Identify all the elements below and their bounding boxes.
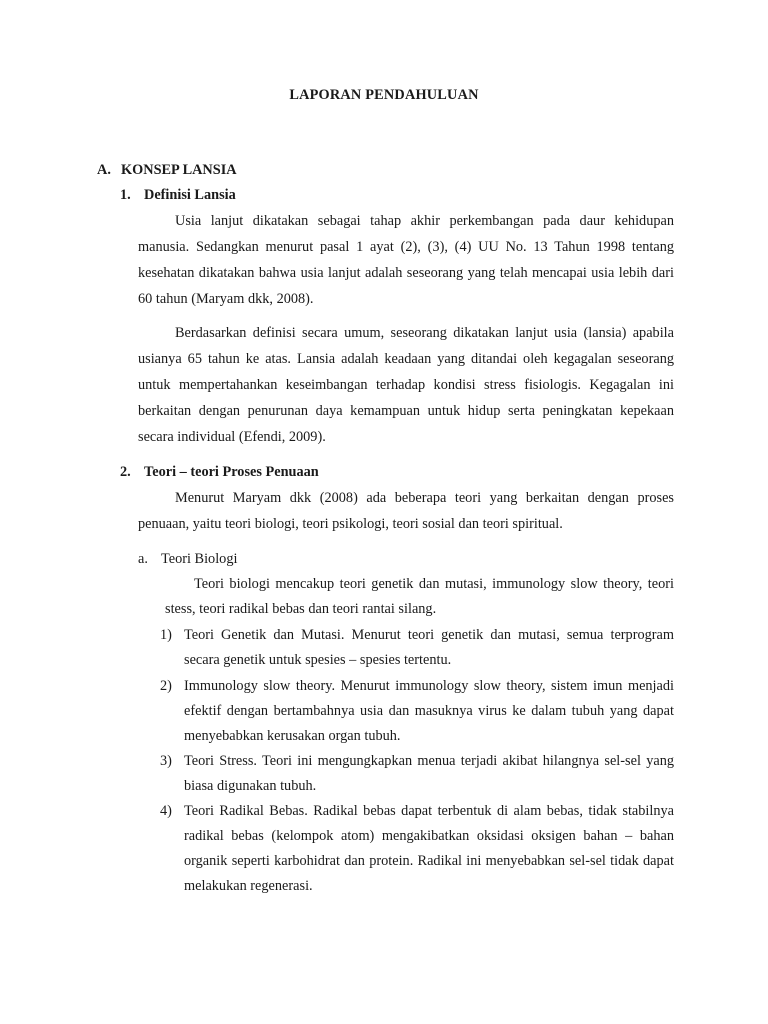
list-item — [160, 623, 674, 673]
subsection-1-title: Definisi Lansia — [144, 187, 236, 203]
list-item-number: 3) — [160, 753, 172, 769]
subsection-a-title: Teori Biologi — [161, 551, 238, 567]
list-item-text: Teori Stress. Teori ini mengungkapkan menua terjadi akibat hilangnya sel-sel yang biasa digunakan tubuh. — [184, 753, 674, 794]
section-a-heading — [97, 162, 237, 179]
section-a-title: KONSEP LANSIA — [121, 162, 237, 178]
subsection-1-marker: 1. — [120, 187, 131, 203]
definisi-paragraph-1: Usia lanjut dikatakan sebagai tahap akhir perkembangan pada daur kehidupan manusia. Sedangkan menurut pasal 1 ayat (2), (3), (4) UU No. 13 Tahun 1998 tentang kesehatan dikatakan bahwa usia lanjut adalah seseorang yang telah mencapai usia lebih dari 60 tahun (Maryam dkk, 2008). — [138, 213, 674, 307]
list-item-text: Immunology slow theory. Menurut immunology slow theory, sistem imun menjadi efektif dengan bertambahnya usia dan masuknya virus ke dalam tubuh yang dapat menyebabkan kerusakan organ tubuh. — [184, 678, 674, 744]
subsection-a-marker: a. — [138, 551, 148, 567]
list-item — [160, 674, 674, 749]
subsection-a-heading — [138, 551, 237, 568]
list-item-text: Teori Genetik dan Mutasi. Menurut teori genetik dan mutasi, semua terprogram secara genetik untuk spesies – spesies tertentu. — [184, 627, 674, 668]
teori-paragraph-1: Menurut Maryam dkk (2008) ada beberapa teori yang berkaitan dengan proses penuaan, yaitu teori biologi, teori psikologi, teori sosial dan teori spiritual. — [138, 490, 674, 532]
list-item — [160, 749, 674, 799]
list-item-number: 2) — [160, 678, 172, 694]
subsection-2-heading — [120, 464, 319, 481]
document-title: LAPORAN PENDAHULUAN — [289, 87, 479, 103]
teori-biologi-paragraph: Teori biologi mencakup teori genetik dan mutasi, immunology slow theory, teori stess, teori radikal bebas dan teori rantai silang. — [165, 576, 674, 617]
subsection-2-title: Teori – teori Proses Penuaan — [144, 464, 319, 480]
list-item — [160, 799, 674, 899]
subsection-1-heading — [120, 187, 236, 204]
subsection-2-marker: 2. — [120, 464, 131, 480]
list-item-number: 4) — [160, 803, 172, 819]
list-item-number: 1) — [160, 627, 172, 643]
list-item-text: Teori Radikal Bebas. Radikal bebas dapat terbentuk di alam bebas, tidak stabilnya radikal bebas (kelompok atom) mengakibatkan oksidasi oksigen bahan – bahan organik seperti karbohidrat dan protein. Radikal ini menyebabkan sel-sel tidak dapat melakukan regenerasi. — [184, 803, 674, 894]
section-a-marker: A. — [97, 162, 111, 178]
definisi-paragraph-2: Berdasarkan definisi secara umum, seseorang dikatakan lanjut usia (lansia) apabila usianya 65 tahun ke atas. Lansia adalah keadaan yang ditandai oleh kegagalan seseorang untuk mempertahankan keseimbangan terhadap kondisi stress fisiologis. Kegagalan ini berkaitan dengan penurunan daya kemampuan untuk hidup serta peningkatan kepekaan secara individual (Efendi, 2009). — [138, 325, 674, 445]
